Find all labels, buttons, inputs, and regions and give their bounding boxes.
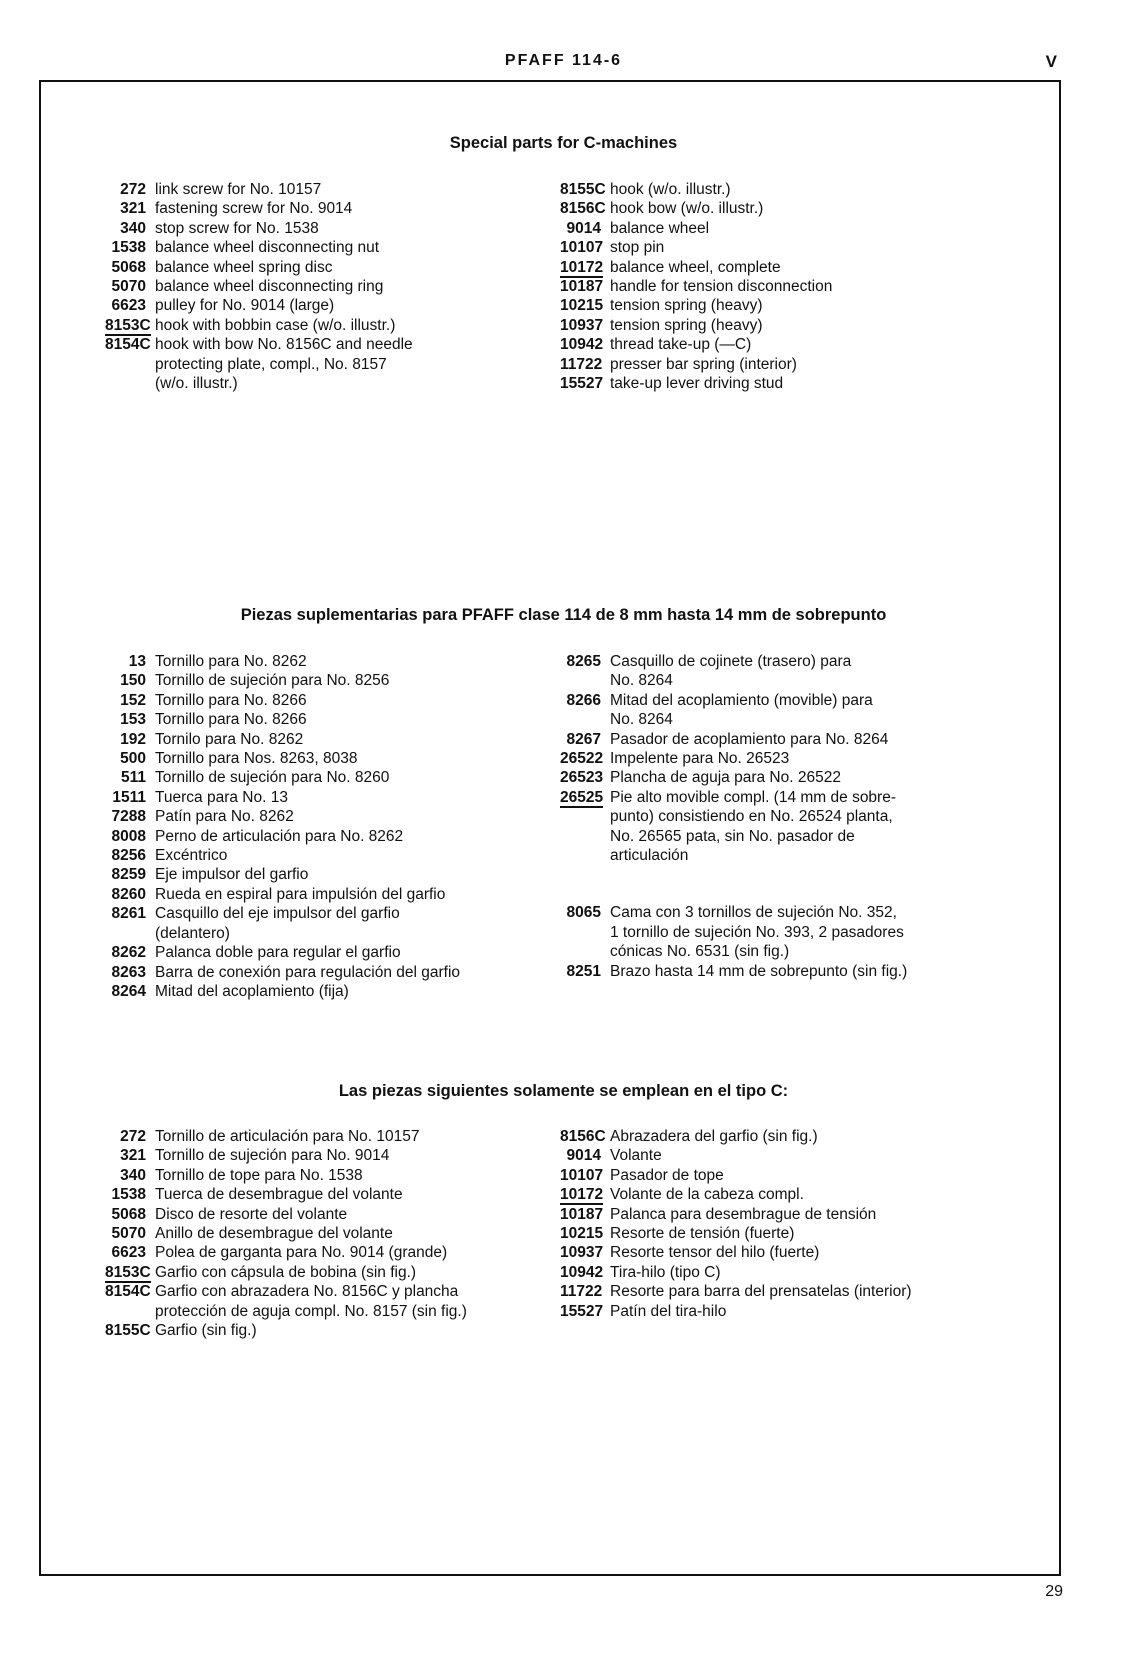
part-row bbox=[105, 1243, 545, 1262]
part-description: Tornillo de sujeción para No. 8256 bbox=[155, 672, 390, 690]
part-row bbox=[105, 904, 545, 943]
part-number: 5068 bbox=[111, 258, 146, 276]
part-number: 153 bbox=[120, 711, 146, 729]
part-row bbox=[560, 1224, 1020, 1243]
part-row bbox=[560, 1302, 1020, 1321]
part-number: 9014 bbox=[566, 1147, 601, 1165]
part-number: 10107 bbox=[560, 239, 604, 257]
part-row bbox=[105, 316, 525, 335]
part-number: 10172 bbox=[560, 1186, 604, 1204]
parts-list-left bbox=[105, 652, 545, 1001]
parts-list-right bbox=[560, 652, 1020, 981]
part-row bbox=[560, 355, 1000, 374]
part-number: 11722 bbox=[560, 355, 603, 373]
part-description: stop pin bbox=[610, 239, 665, 257]
part-description: Disco de resorte del volante bbox=[155, 1205, 348, 1223]
part-number: 8267 bbox=[566, 730, 601, 748]
part-description: Cama con 3 tornillos de sujeción No. 352, 1 tornillo de sujeción No. 393, 2 pasadores cónicas No. 6531 (sin fig.) bbox=[610, 904, 904, 961]
page-number: 29 bbox=[1045, 1583, 1063, 1600]
part-description: Brazo hasta 14 mm de sobrepunto (sin fig.) bbox=[610, 962, 908, 980]
part-description: Volante bbox=[610, 1147, 662, 1165]
part-number: 8065 bbox=[566, 904, 601, 922]
parts-list-right bbox=[560, 180, 1000, 393]
part-number: 8251 bbox=[566, 962, 601, 980]
part-row bbox=[105, 1282, 545, 1321]
part-number: 8156C bbox=[560, 1128, 606, 1145]
part-row bbox=[105, 238, 525, 257]
part-description: tension spring (heavy) bbox=[610, 316, 763, 334]
part-number: 8153C bbox=[105, 316, 151, 334]
part-number: 8261 bbox=[111, 905, 146, 923]
part-number: 8264 bbox=[111, 982, 146, 1000]
part-number: 10187 bbox=[560, 278, 604, 296]
part-description: Tornillo para No. 8262 bbox=[155, 653, 307, 670]
part-number: 26522 bbox=[560, 750, 604, 768]
part-row bbox=[560, 1243, 1020, 1262]
part-description: pulley for No. 9014 (large) bbox=[155, 297, 335, 315]
part-number: 1538 bbox=[111, 1186, 146, 1204]
part-row bbox=[560, 316, 1000, 335]
part-number: 272 bbox=[120, 1128, 146, 1145]
part-row bbox=[105, 277, 525, 296]
part-description: Abrazadera del garfio (sin fig.) bbox=[610, 1128, 818, 1145]
part-description: Rueda en espiral para impulsión del garfio bbox=[155, 885, 446, 903]
part-number: 5070 bbox=[111, 278, 146, 296]
part-row bbox=[105, 1166, 545, 1185]
part-row bbox=[105, 807, 545, 826]
part-number: 6623 bbox=[111, 297, 146, 315]
part-row bbox=[560, 1146, 1020, 1165]
part-description: Tornillo para No. 8266 bbox=[155, 691, 307, 709]
part-row bbox=[105, 730, 545, 749]
part-description: link screw for No. 10157 bbox=[155, 181, 322, 198]
part-description: Impelente para No. 26523 bbox=[610, 750, 790, 768]
part-row bbox=[105, 199, 525, 218]
part-row bbox=[560, 1127, 1020, 1146]
part-row bbox=[105, 691, 545, 710]
part-number: 8263 bbox=[111, 963, 146, 981]
part-description: fastening screw for No. 9014 bbox=[155, 200, 353, 218]
part-row bbox=[560, 374, 1000, 393]
part-description: Tornillo de articulación para No. 10157 bbox=[155, 1128, 420, 1145]
part-description: Pie alto movible compl. (14 mm de sobre- punto) consistiendo en No. 26524 planta, No. 26565 pata, sin No. pasador de articulación bbox=[610, 788, 897, 865]
part-description: handle for tension disconnection bbox=[610, 278, 833, 296]
part-description: Plancha de aguja para No. 26522 bbox=[610, 769, 841, 787]
part-row bbox=[105, 1205, 545, 1224]
part-description: Resorte de tensión (fuerte) bbox=[610, 1225, 795, 1243]
part-row bbox=[560, 749, 1020, 768]
part-description: Patín del tira-hilo bbox=[610, 1302, 727, 1320]
part-description: Excéntrico bbox=[155, 847, 228, 865]
part-number: 10937 bbox=[560, 316, 604, 334]
part-row bbox=[560, 238, 1000, 257]
part-row bbox=[560, 691, 1020, 730]
part-number: 10107 bbox=[560, 1166, 604, 1184]
part-description: Garfio con cápsula de bobina (sin fig.) bbox=[155, 1263, 417, 1281]
part-description: hook (w/o. illustr.) bbox=[610, 181, 731, 198]
part-row bbox=[105, 1321, 545, 1340]
list-spacer bbox=[560, 865, 1020, 903]
part-row bbox=[105, 1263, 545, 1282]
part-number: 8256 bbox=[111, 847, 146, 865]
part-number: 1538 bbox=[111, 239, 146, 257]
part-row bbox=[560, 1205, 1020, 1224]
section-title-c-machines: Special parts for C-machines bbox=[449, 134, 678, 152]
part-number: 11722 bbox=[560, 1283, 603, 1301]
part-row bbox=[105, 827, 545, 846]
part-row bbox=[560, 962, 1020, 981]
part-description: Tornillo de sujeción para No. 9014 bbox=[155, 1147, 390, 1165]
part-row bbox=[105, 846, 545, 865]
part-number: 1511 bbox=[112, 788, 146, 806]
part-description: hook bow (w/o. illustr.) bbox=[610, 200, 764, 218]
part-description: Tornillo para No. 8266 bbox=[155, 711, 307, 729]
part-row bbox=[560, 788, 1020, 866]
part-number: 10942 bbox=[560, 336, 604, 354]
part-description: Garfio con abrazadera No. 8156C y plancha protección de aguja compl. No. 8157 (sin fig.) bbox=[155, 1283, 467, 1320]
part-description: take-up lever driving stud bbox=[610, 375, 784, 393]
part-description: Pasador de tope bbox=[610, 1166, 724, 1184]
part-number: 13 bbox=[128, 653, 146, 670]
part-description: hook with bobbin case (w/o. illustr.) bbox=[155, 316, 396, 334]
part-description: thread take-up (—C) bbox=[610, 336, 752, 354]
part-row bbox=[560, 652, 1020, 691]
part-row bbox=[560, 768, 1020, 787]
part-row bbox=[105, 219, 525, 238]
part-description: hook with bow No. 8156C and needle protecting plate, compl., No. 8157 (w/o. illustr.) bbox=[155, 336, 413, 393]
part-row bbox=[105, 788, 545, 807]
part-description: Casquillo de cojinete (trasero) para No. 8264 bbox=[610, 653, 852, 690]
part-number: 26525 bbox=[560, 788, 604, 806]
part-description: presser bar spring (interior) bbox=[610, 355, 797, 373]
part-description: Tornillo para Nos. 8263, 8038 bbox=[155, 750, 358, 768]
part-row bbox=[105, 1146, 545, 1165]
part-number: 8265 bbox=[566, 653, 601, 670]
part-row bbox=[560, 1282, 1020, 1301]
part-number: 10942 bbox=[560, 1263, 604, 1281]
part-description: Anillo de desembrague del volante bbox=[155, 1225, 393, 1243]
part-number: 8266 bbox=[566, 691, 601, 709]
page-header-title: PFAFF 114-6 bbox=[504, 52, 623, 69]
part-row bbox=[560, 277, 1000, 296]
part-row bbox=[560, 1166, 1020, 1185]
part-row bbox=[105, 865, 545, 884]
part-row bbox=[105, 768, 545, 787]
part-row bbox=[105, 943, 545, 962]
part-number: 340 bbox=[120, 219, 146, 237]
part-number: 8262 bbox=[111, 944, 146, 962]
part-number: 8008 bbox=[111, 827, 146, 845]
part-description: Garfio (sin fig.) bbox=[155, 1322, 257, 1340]
part-row bbox=[105, 335, 525, 393]
parts-list-left bbox=[105, 180, 525, 393]
page-header-section: V bbox=[1045, 52, 1057, 71]
part-number: 10172 bbox=[560, 258, 604, 276]
part-number: 8260 bbox=[111, 885, 146, 903]
part-number: 8156C bbox=[560, 200, 606, 218]
part-row bbox=[105, 710, 545, 729]
parts-list-right bbox=[560, 1127, 1020, 1321]
part-number: 150 bbox=[120, 672, 146, 690]
part-number: 500 bbox=[120, 750, 146, 768]
part-number: 8259 bbox=[111, 866, 146, 884]
part-row bbox=[560, 335, 1000, 354]
part-description: Tornillo de sujeción para No. 8260 bbox=[155, 769, 390, 787]
part-number: 6623 bbox=[111, 1244, 146, 1262]
part-row bbox=[105, 1127, 545, 1146]
part-description: Resorte para barra del prensatelas (interior) bbox=[610, 1283, 912, 1301]
part-row bbox=[560, 1185, 1020, 1204]
part-number: 8155C bbox=[560, 181, 606, 198]
part-description: Mitad del acoplamiento (movible) para No. 8264 bbox=[610, 691, 873, 729]
part-description: balance wheel disconnecting ring bbox=[155, 278, 384, 296]
part-number: 10937 bbox=[560, 1244, 604, 1262]
part-row bbox=[105, 296, 525, 315]
part-description: balance wheel spring disc bbox=[155, 258, 333, 276]
part-number: 10187 bbox=[560, 1205, 604, 1223]
part-number: 321 bbox=[120, 1147, 146, 1165]
part-row bbox=[560, 296, 1000, 315]
part-row bbox=[105, 982, 545, 1001]
part-description: Mitad del acoplamiento (fija) bbox=[155, 982, 349, 1000]
part-row bbox=[560, 180, 1000, 199]
part-row bbox=[560, 258, 1000, 277]
part-row bbox=[105, 671, 545, 690]
part-description: Polea de garganta para No. 9014 (grande) bbox=[155, 1244, 448, 1262]
part-description: Tira-hilo (tipo C) bbox=[610, 1263, 721, 1281]
part-description: balance wheel bbox=[610, 219, 710, 237]
section-title-piezas-suplementarias: Piezas suplementarias para PFAFF clase 114 de 8 mm hasta 14 mm de sobrepunto bbox=[240, 606, 887, 624]
part-description: stop screw for No. 1538 bbox=[155, 219, 319, 237]
part-number: 152 bbox=[120, 691, 146, 709]
part-description: Tuerca para No. 13 bbox=[155, 788, 288, 806]
part-row bbox=[105, 180, 525, 199]
part-description: Perno de articulación para No. 8262 bbox=[155, 827, 404, 845]
part-row bbox=[560, 219, 1000, 238]
part-row bbox=[105, 652, 545, 671]
part-row bbox=[560, 1263, 1020, 1282]
part-row bbox=[560, 903, 1020, 961]
part-description: Palanca para desembrague de tensión bbox=[610, 1205, 877, 1223]
part-description: balance wheel disconnecting nut bbox=[155, 239, 380, 257]
part-description: Pasador de acoplamiento para No. 8264 bbox=[610, 730, 889, 748]
part-number: 26523 bbox=[560, 769, 604, 787]
part-row bbox=[105, 1224, 545, 1243]
part-row bbox=[105, 749, 545, 768]
part-number: 15527 bbox=[560, 375, 604, 393]
part-number: 9014 bbox=[566, 219, 601, 237]
part-description: Resorte tensor del hilo (fuerte) bbox=[610, 1244, 820, 1262]
part-number: 8155C bbox=[105, 1322, 151, 1340]
part-row bbox=[105, 885, 545, 904]
part-description: Barra de conexión para regulación del garfio bbox=[155, 963, 461, 981]
part-number: 7288 bbox=[111, 808, 146, 826]
part-number: 272 bbox=[120, 181, 146, 198]
part-row bbox=[560, 730, 1020, 749]
part-description: Tornillo de tope para No. 1538 bbox=[155, 1166, 363, 1184]
part-description: Casquillo del eje impulsor del garfio (delantero) bbox=[155, 905, 400, 942]
part-row bbox=[560, 199, 1000, 218]
part-number: 511 bbox=[120, 769, 146, 787]
part-number: 8153C bbox=[105, 1263, 151, 1281]
part-number: 10215 bbox=[560, 297, 604, 315]
part-description: Patín para No. 8262 bbox=[155, 808, 294, 826]
part-description: Eje impulsor del garfio bbox=[155, 866, 309, 884]
part-number: 321 bbox=[120, 200, 146, 218]
part-number: 340 bbox=[120, 1166, 146, 1184]
part-number: 15527 bbox=[560, 1302, 604, 1320]
part-description: Palanca doble para regular el garfio bbox=[155, 944, 401, 962]
part-number: 5068 bbox=[111, 1205, 146, 1223]
part-number: 8154C bbox=[105, 336, 151, 354]
part-description: Tornilo para No. 8262 bbox=[155, 730, 304, 748]
part-description: Tuerca de desembrague del volante bbox=[155, 1186, 403, 1204]
parts-list-left bbox=[105, 1127, 545, 1340]
part-description: tension spring (heavy) bbox=[610, 297, 763, 315]
part-number: 8154C bbox=[105, 1283, 151, 1301]
part-description: Volante de la cabeza compl. bbox=[610, 1186, 804, 1204]
part-number: 10215 bbox=[560, 1225, 604, 1243]
part-row bbox=[105, 258, 525, 277]
part-description: balance wheel, complete bbox=[610, 258, 781, 276]
part-number: 5070 bbox=[111, 1225, 146, 1243]
section-title-tipo-c: Las piezas siguientes solamente se emplean en el tipo C: bbox=[338, 1082, 789, 1100]
part-number: 192 bbox=[120, 730, 146, 748]
part-row bbox=[105, 1185, 545, 1204]
part-row bbox=[105, 963, 545, 982]
